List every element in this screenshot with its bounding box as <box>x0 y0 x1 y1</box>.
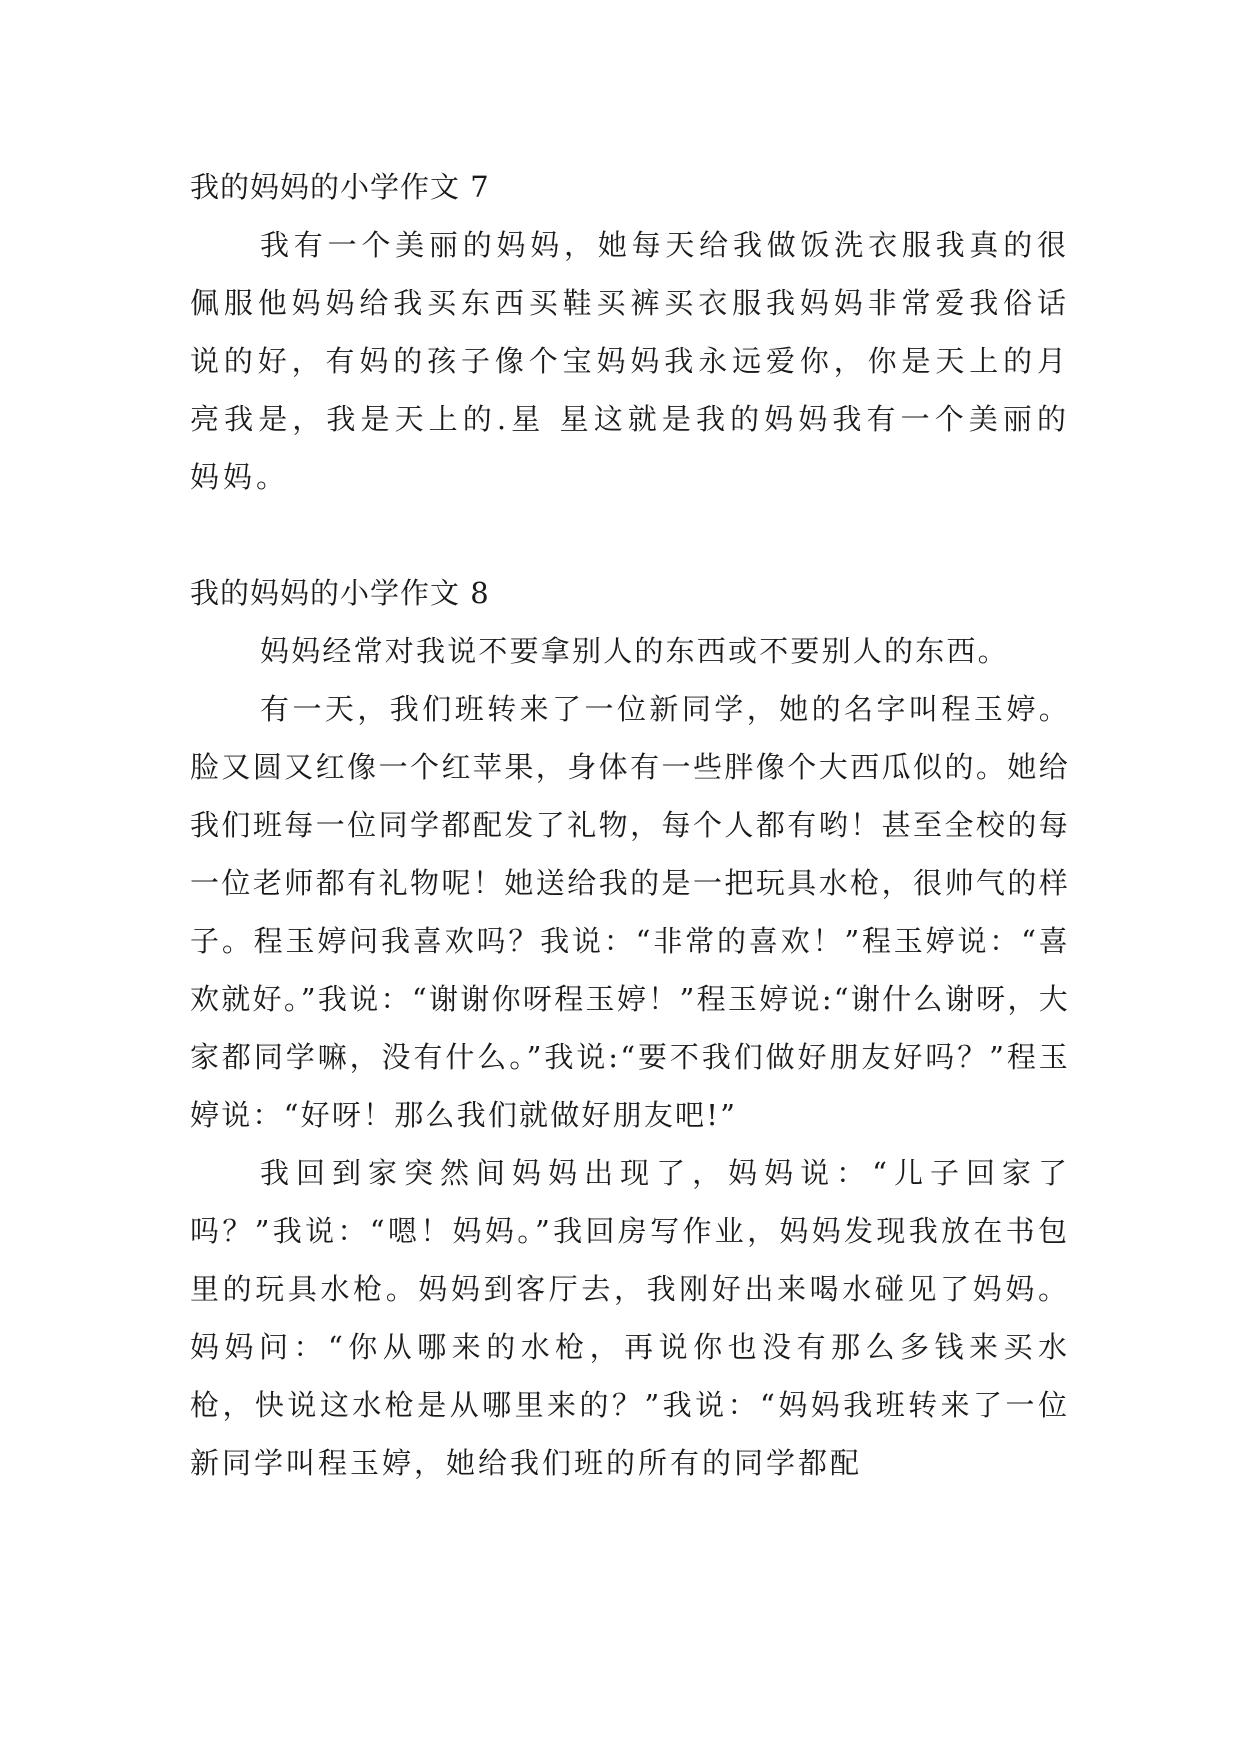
section-spacer <box>190 506 1070 564</box>
essay-7-title: 我的妈妈的小学作文 7 <box>190 170 490 204</box>
essay-7 <box>190 158 1070 506</box>
essay-8-paragraph-1: 妈妈经常对我说不要拿别人的东西或不要别人的东西。 <box>260 634 1009 668</box>
essay-8 <box>190 564 1070 1492</box>
essay-8-paragraph-2: 有一天，我们班转来了一位新同学，她的名字叫程玉婷。脸又圆又红像一个红苹果，身体有一些胖像个大西瓜似的。她给我们班每一位同学都配发了礼物，每个人都有哟！甚至全校的每一位老师都有礼物呢！她送给我的是一把玩具水枪，很帅气的样子。程玉婷问我喜欢吗？我说：“非常的喜欢！”程玉婷说：“喜欢就好。”我说：“谢谢你呀程玉婷！”程玉婷说:“谢什么谢呀，大家都同学嘛，没有什么。”我说:“要不我们做好朋友好吗？”程玉婷说：“好呀！那么我们就做好朋友吧!” <box>190 692 1070 1132</box>
essay-8-paragraph-3: 我回到家突然间妈妈出现了，妈妈说：“儿子回家了吗？”我说：“嗯！妈妈。”我回房写作业，妈妈发现我放在书包里的玩具水枪。妈妈到客厅去，我刚好出来喝水碰见了妈妈。妈妈问：“你从哪来的水枪，再说你也没有那么多钱来买水枪，快说这水枪是从哪里来的？”我说：“妈妈我班转来了一位新同学叫程玉婷，她给我们班的所有的同学都配 <box>190 1156 1070 1480</box>
document-body <box>190 158 1070 1492</box>
essay-7-paragraph-1: 我有一个美丽的妈妈，她每天给我做饭洗衣服我真的很佩服他妈妈给我买东西买鞋买裤买衣服我妈妈非常爱我俗话说的好，有妈的孩子像个宝妈妈我永远爱你，你是天上的月亮我是，我是天上的.星 星这就是我的妈妈我有一个美丽的妈妈。 <box>190 228 1070 494</box>
essay-8-title: 我的妈妈的小学作文 8 <box>190 576 490 610</box>
